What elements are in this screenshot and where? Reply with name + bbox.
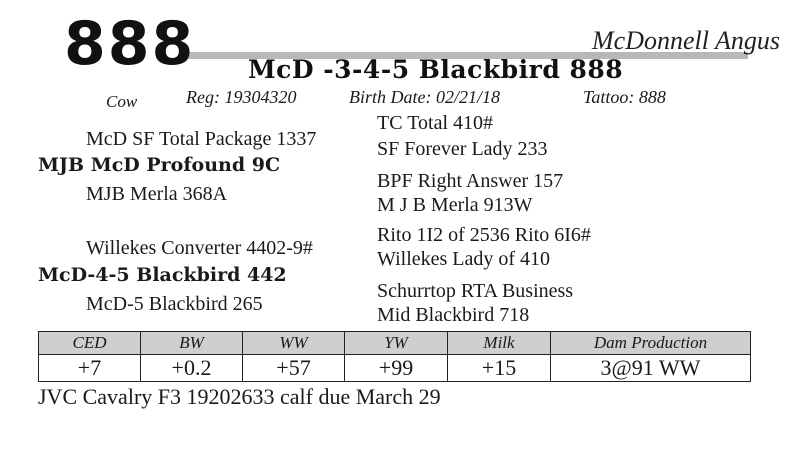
- pedigree-dam-sire-dam: Willekes Lady of 410: [377, 248, 551, 270]
- epd-value-ced: +7: [39, 355, 141, 382]
- pedigree-sire-sire: McD SF Total Package 1337: [86, 128, 317, 150]
- pedigree-sire-sire-dam: SF Forever Lady 233: [377, 138, 548, 160]
- pedigree-sire-dam-dam: M J B Merla 913W: [377, 194, 533, 216]
- pedigree-dam-sire-sire: Rito 1I2 of 2536 Rito 6I6#: [377, 224, 591, 246]
- tattoo: Tattoo: 888: [583, 87, 666, 107]
- epd-value-bw: +0.2: [141, 355, 243, 382]
- pedigree-sire: MJB McD Profound 9C: [38, 154, 281, 176]
- epd-header-bw: BW: [141, 332, 243, 355]
- epd-header-ww: WW: [243, 332, 345, 355]
- farm-name: McDonnell Angus: [592, 26, 780, 55]
- epd-header-row: [39, 332, 751, 355]
- epd-table: [38, 331, 751, 382]
- epd-value-milk: +15: [448, 355, 551, 382]
- pedigree-dam-dam-sire: Schurrtop RTA Business: [377, 280, 574, 302]
- pedigree-sire-dam: MJB Merla 368A: [86, 183, 228, 205]
- epd-header-dam-production: Dam Production: [551, 332, 751, 355]
- epd-value-yw: +99: [345, 355, 448, 382]
- pedigree-sire-dam-sire: BPF Right Answer 157: [377, 170, 564, 192]
- epd-value-row: [39, 355, 751, 382]
- registration-number: Reg: 19304320: [186, 87, 297, 107]
- epd-header-yw: YW: [345, 332, 448, 355]
- epd-header-ced: CED: [39, 332, 141, 355]
- birth-date: Birth Date: 02/21/18: [349, 87, 500, 107]
- epd-header-milk: Milk: [448, 332, 551, 355]
- sex-label: Cow: [106, 92, 138, 111]
- epd-value-dam-production: 3@91 WW: [551, 355, 751, 382]
- lot-number: 888: [64, 9, 196, 79]
- pedigree-dam: McD-4-5 Blackbird 442: [38, 264, 287, 286]
- epd-value-ww: +57: [243, 355, 345, 382]
- footnote: JVC Cavalry F3 19202633 calf due March 29: [38, 384, 441, 409]
- pedigree-dam-dam: McD-5 Blackbird 265: [86, 293, 263, 315]
- pedigree-dam-sire: Willekes Converter 4402-9#: [86, 237, 313, 259]
- pedigree-sire-sire-sire: TC Total 410#: [377, 112, 494, 134]
- animal-name: McD -3-4-5 Blackbird 888: [248, 55, 624, 84]
- pedigree-dam-dam-dam: Mid Blackbird 718: [377, 304, 530, 326]
